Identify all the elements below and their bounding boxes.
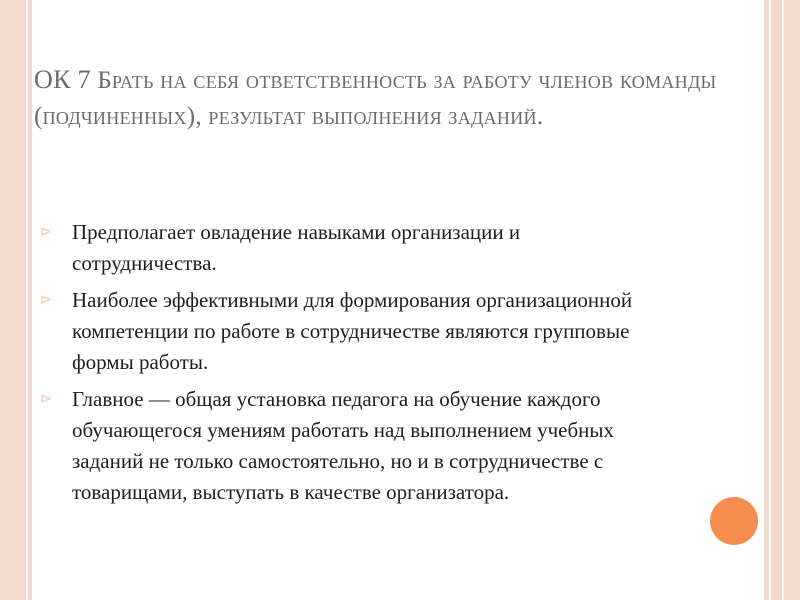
- right-border-line-outer: [782, 0, 784, 600]
- orange-circle-decoration: [710, 497, 758, 545]
- right-border-line: [769, 0, 771, 600]
- title-text: Брать на себя ответственность за работу членов команды (подчиненных), результат выполнения заданий.: [34, 67, 717, 130]
- slide-title: [34, 62, 734, 135]
- slide-body: [40, 217, 660, 514]
- bullet-item: [40, 285, 660, 378]
- bullet-item: [40, 217, 660, 279]
- bullet-marker-icon: ⊳: [40, 225, 52, 240]
- title-prefix: ОК 7: [34, 65, 91, 94]
- bullet-text: Предполагает овладение навыками организации и сотрудничества.: [72, 220, 521, 275]
- bullet-text: Наиболее эффективными для формирования организационной компетенции по работе в сотрудничестве являются групповые формы работы.: [72, 288, 633, 374]
- left-border-line: [26, 0, 28, 600]
- bullet-marker-icon: ⊳: [40, 392, 52, 407]
- bullet-marker-icon: ⊳: [40, 293, 52, 308]
- bullet-item: [40, 384, 660, 508]
- bullet-text: Главное — общая установка педагога на обучение каждого обучающегося умениям работать над выполнением учебных заданий не только самостоятельно, но и в сотрудничестве с товарищами, выступать в качестве организатора.: [72, 387, 615, 504]
